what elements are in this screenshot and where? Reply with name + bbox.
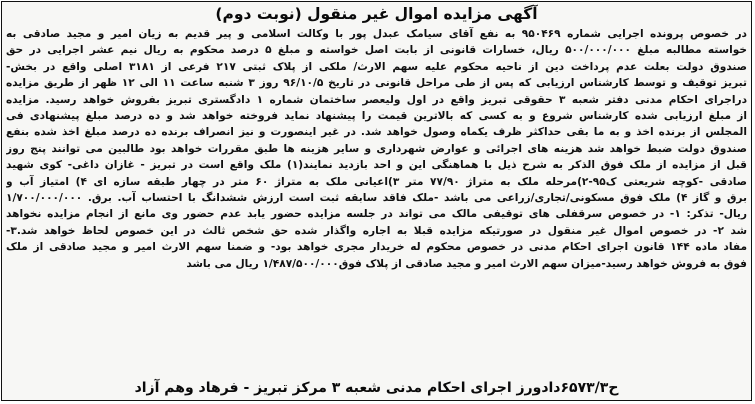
notice-line: تبریز توقیف و توسط کارشناس ارزیابی که پس از طی مراحل قانونی در تاریخ ۹۶/۱۰/۵ روز ۳ شنبه ساعت ۱۱ الی ۱۲ ظهر از طریق مزایده xyxy=(6,77,747,90)
notice-line: صندوق دولت ضبط خواهد شد هزینه های اجرائی و عوارض شهرداری و سایر هزینه ها طبق مقررات خواهد بود طالبین می توانند پنج روز xyxy=(6,142,747,155)
notice-line: صندوق دولت بعلت عدم پرداخت دین از ناحیه محکوم علیه سهم الارث/ ملکی از پلاک ثبتی ۲۱۷ فرعی از ۳۱۸۱ اصلی واقع در بخش- xyxy=(6,60,747,73)
notice-line: مفاد ماده ۱۴۴ قانون اجرای احکام مدنی در خصوص محکوم له خریدار مجری خواهد بود- و ضمنا سهم الارث امیر و مجید صادقی از ملک xyxy=(6,241,747,254)
notice-line: صادقی -کوچه شریعتی ک۹۵-۲)مرحله ملک به متراژ ۷۷/۹۰ متر ۳)اعیانی ملک به متراژ ۶۰ متر در چهار طبقه سازه ای ۴) امتیاز آب و xyxy=(6,175,747,188)
notice-line: فوق به فروش خواهد رسید-میزان سهم الارث امیر و مجید صادقی از پلاک فوق۱/۴۸۷/۵۰۰/۰۰۰ ریال می باشد xyxy=(186,257,747,270)
notice-line: از مبلغ ارزیابی شده کارشناس شروع و به کسی که بالاترین قیمت را پیشنهاد نماید فروخته خواهد شد و ده درصد مبلغ پیشنهادی فی xyxy=(6,110,747,123)
notice-line: المجلس از برنده اخذ و به ما بقی حداکثر ظرف یکماه وصول خواهد شد. در غیر اینصورت و نیز انصراف برنده ده درصد مبلغ اخذ شده بنفع xyxy=(6,126,747,139)
notice-signature: ح۶۵۷۳/۳دادورز اجرای احکام مدنی شعبه ۳ مرکز تبریز - فرهاد وهم آزاد xyxy=(134,380,619,396)
notice-line: ریال- تذکر: ۱- در خصوص سرقفلی های توقیفی مالک می تواند در جلسه مزایده حضور یابد عدم حضور وی مانع از انجام مزایده نخواهد xyxy=(6,208,747,221)
notice-line: شد ۲- در خصوص اموال غیر منقول در صورتیکه مزایده قبلا به اجاره واگذار شده حق شخص ثالث در این خصوص لحاظ خواهد شد.۳- xyxy=(6,224,747,237)
notice-line: قبل از مزایده از ملک فوق الذکر به شرح ذیل با هماهنگی این و احد بازدید نمایند(۱) ملک واقع است در تبریز - غازان داغی- کوی شهید xyxy=(6,159,747,172)
notice-line: خواسته مطالبه مبلغ ۵۰۰/۰۰۰/۰۰۰ ریال، خسارات قانونی از بابت اصل خواسته و مبلغ ۵ درصد محکوم به ریال نیم عشر اجرایی در حق xyxy=(6,44,747,57)
notice-body xyxy=(6,26,747,272)
notice-line: در خصوص پرونده اجرایی شماره ۹۵۰۴۶۹ به نفع آقای سیامک عبدل پور با وکالت اسلامی و پیر قدیم به زیان امیر و مجید صادقی به xyxy=(6,28,747,40)
notice-title: آگهی مزایده اموال غیر منقول (نوبت دوم) xyxy=(215,5,538,23)
notice-frame xyxy=(1,1,752,401)
notice-line: دراجرای احکام مدنی دفتر شعبه ۳ حقوقی تبریز واقع در اول ولیعصر ساختمان شماره ۱ دادگستری تبریز بفروش خواهد رسید. مزایده xyxy=(6,93,747,106)
notice-line: برق و گاز ۴) ملک فوق مسکونی/تجاری/زراعی می باشد -ملک فاقد سابقه ثبت است ارزش ششدانگ با احتساب آب. برق. ۱/۷۰۰/۰۰۰/۰۰۰ xyxy=(6,192,747,205)
